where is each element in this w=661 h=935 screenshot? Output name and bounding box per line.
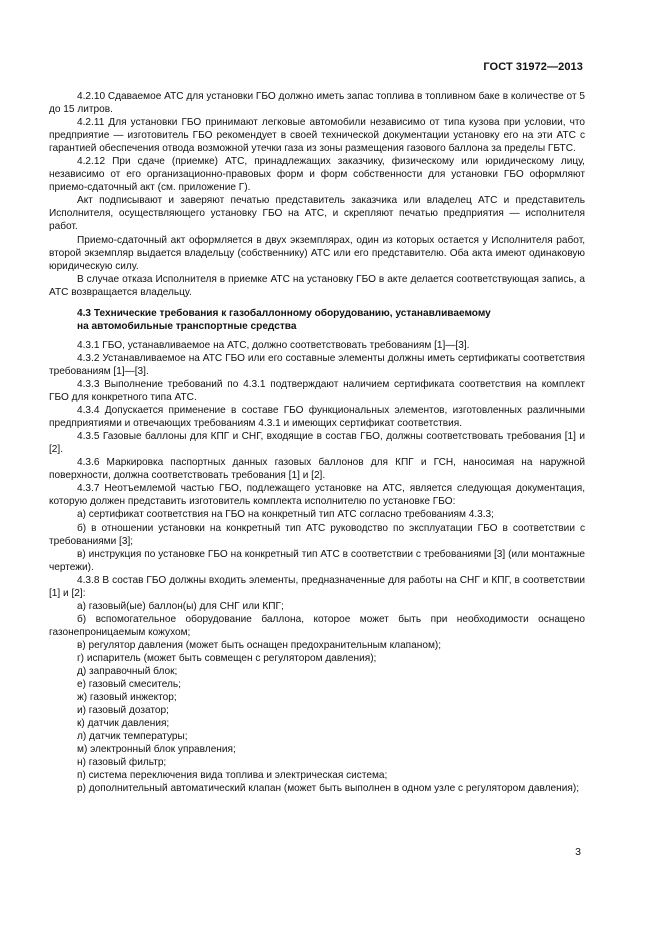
list-item: м) электронный блок управления;	[77, 744, 236, 756]
paragraph: 4.3.7 Неотъемлемой частью ГБО, подлежащего установке на АТС, является следующая документация, которую должен представить изготовитель комплекта исполнителю по установке ГБО:	[49, 483, 585, 508]
page-number: 3	[575, 846, 581, 858]
list-item: г) испаритель (может быть совмещен с регулятором давления);	[77, 652, 377, 664]
list-item: д) заправочный блок;	[77, 666, 178, 678]
list-item: б) вспомогательное оборудование баллона, которое может быть при необходимости оснащено газонепроницаемым кожухом;	[49, 613, 585, 638]
paragraph: 4.3.3 Выполнение требований по 4.3.1 подтверждают наличием сертификата соответствия на комплект ГБО для конкретного типа АТС.	[49, 378, 585, 404]
list-item: п) система переключения вида топлива и электрическая система;	[77, 770, 388, 782]
paragraph: 4.3.5 Газовые баллоны для КПГ и СНГ, входящие в состав ГБО, должны соответствовать требования [1] и [2].	[49, 431, 585, 456]
list-item: б) в отношении установки на конкретный тип АТС руководство по эксплуатации ГБО в соответствии с требованиями [3];	[49, 522, 585, 547]
list-item: а) сертификат соответствия на ГБО на конкретный тип АТС согласно требованиям 4.3.3;	[77, 509, 494, 521]
list-item: р) дополнительный автоматический клапан (может быть выполнен в одном узле с регулятором давления);	[77, 783, 580, 795]
section-heading-line: на автомобильные транспортные средства	[77, 320, 297, 332]
list-item: ж) газовый инжектор;	[77, 692, 177, 704]
paragraph: Приемо-сдаточный акт оформляется в двух экземплярах, один из которых остается у Исполнителя работ, второй экземпляр выдается владельцу (собственнику) АТС или его представителю. Оба акта имеют одинаковую юридическую силу.	[49, 234, 585, 272]
list-item: к) датчик давления;	[77, 718, 170, 730]
list-item: л) датчик температуры;	[77, 731, 188, 743]
paragraph: 4.3.8 В состав ГБО должны входить элементы, предназначенные для работы на СНГ и КПГ, в соответствии [1] и [2]:	[49, 574, 585, 599]
list-item: в) регулятор давления (может быть оснащен предохранительным клапаном);	[77, 639, 442, 651]
list-item: е) газовый смеситель;	[77, 679, 181, 691]
paragraph: 4.3.1 ГБО, устанавливаемое на АТС, должно соответствовать требованиям [1]—[3].	[77, 339, 470, 351]
section-4-2-paragraphs	[49, 90, 585, 299]
paragraph: 4.3.4 Допускается применение в составе ГБО функциональных элементов, изготовленных различными предприятиями и отвечающих требованиям 4.3.1 и имеющих сертификат соответствия.	[49, 405, 585, 430]
list-item: и) газовый дозатор;	[77, 705, 169, 717]
paragraph: 4.2.11 Для установки ГБО принимают легковые автомобили независимо от типа кузова при условии, что предприятие — изготовитель ГБО рекомендует в своей технической документации установку его на эти АТС с гарантией обеспечения отвода возможной утечки газа из зоны размещения газового баллона за пределы ГБТС.	[49, 117, 585, 155]
list-item: в) инструкция по установке ГБО на конкретный тип АТС в соответствии с требованиями [3] (или монтажные чертежи).	[49, 548, 585, 573]
paragraph: В случае отказа Исполнителя в приемке АТС на установку ГБО в акте делается соответствующая запись, а АТС возвращается владельцу.	[49, 273, 585, 298]
list-item: а) газовый(ые) баллон(ы) для СНГ или КПГ;	[77, 600, 284, 612]
section-4-3-paragraphs	[49, 339, 585, 796]
paragraph: Акт подписывают и заверяют печатью представитель заказчика или владелец АТС и представитель Исполнителя, осуществляющего установку ГБО на АТС, и скрепляют печатью предприятия — исполнителя работ.	[49, 195, 585, 233]
standard-header: ГОСТ 31972—2013	[483, 61, 583, 73]
section-heading-line: 4.3 Технические требования к газобаллонному оборудованию, устанавливаемому	[77, 307, 491, 319]
list-item: н) газовый фильтр;	[77, 757, 167, 769]
paragraph: 4.3.6 Маркировка паспортных данных газовых баллонов для КПГ и ГСН, наносимая на наружной поверхности, должна соответствовать требования [1] и [2].	[49, 457, 585, 482]
page-content	[49, 90, 585, 795]
paragraph: 4.2.12 При сдаче (приемке) АТС, принадлежащих заказчику, физическому или юридическому лицу, независимо от его организационно-правовых форм и форм собственности для установки ГБО оформляют приемо-сдаточный акт (см. приложение Г).	[49, 156, 585, 194]
paragraph: 4.3.2 Устанавливаемое на АТС ГБО или его составные элементы должны иметь сертификаты соответствия требованиям [1]—[3].	[49, 352, 585, 377]
paragraph: 4.2.10 Сдаваемое АТС для установки ГБО должно иметь запас топлива в топливном баке в количестве от 5 до 15 литров.	[49, 91, 585, 116]
section-heading	[49, 307, 585, 333]
